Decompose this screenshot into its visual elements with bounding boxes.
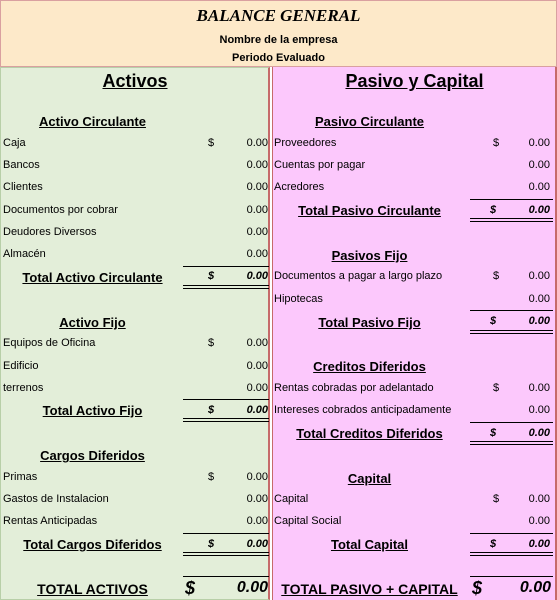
currency-symbol: $ [493,382,500,394]
row-label-almacen[interactable]: Almacén [3,248,46,260]
section-title-activo-circulante[interactable]: Activo Circulante [39,114,146,129]
total-border-top [470,199,553,200]
row-value-rentas-cobradas[interactable]: 0.00 [528,382,550,394]
row-label-bancos[interactable]: Bancos [3,159,40,171]
total-creditos-diferidos-value[interactable]: 0.00 [528,427,550,439]
section-title-creditos-diferidos[interactable]: Creditos Diferidos [313,359,426,374]
currency-symbol: $ [493,137,500,149]
row-value-primas[interactable]: 0.00 [246,471,268,483]
section-title-pasivo-circulante[interactable]: Pasivo Circulante [314,114,425,129]
currency-symbol: $ [472,578,483,598]
row-value-documentos-por-cobrar[interactable]: 0.00 [246,204,268,216]
row-value-proveedores[interactable]: 0.00 [528,137,550,149]
total-border-top [183,399,269,400]
row-label-deudores-diversos[interactable]: Deudores Diversos [3,226,97,238]
row-value-bancos[interactable]: 0.00 [246,159,268,171]
total-activo-circulante-label[interactable]: Total Activo Circulante [22,270,163,285]
total-activos-label[interactable]: TOTAL ACTIVOS [37,581,148,597]
total-border-top [470,422,553,423]
total-cargos-diferidos-value[interactable]: 0.00 [246,538,268,550]
assets-title[interactable]: Activos [102,71,168,91]
row-value-equipos-de-oficina[interactable]: 0.00 [246,337,268,349]
currency-symbol: $ [493,270,500,282]
total-border-double [183,285,269,289]
row-label-documentos-a-pagar[interactable]: Documentos a pagar a largo plazo [274,270,443,282]
company-name[interactable]: Nombre de la empresa [219,34,338,46]
row-value-edificio[interactable]: 0.00 [246,360,268,372]
total-border-top [470,310,553,311]
total-border-double [183,418,269,422]
total-border-double [183,552,269,556]
row-label-acredores[interactable]: Acredores [274,181,325,193]
total-pasivo-fijo-value[interactable]: 0.00 [528,315,550,327]
section-title-capital[interactable]: Capital [347,471,392,486]
total-pasivo-capital-value[interactable]: 0.00 [519,579,551,596]
total-activo-circulante-value[interactable]: 0.00 [246,270,268,282]
currency-symbol: $ [493,493,500,505]
row-label-intereses-cobrados[interactable]: Intereses cobrados anticipadamente [274,404,452,416]
total-capital-value[interactable]: 0.00 [528,538,550,550]
row-label-capital-social[interactable]: Capital Social [274,515,342,527]
currency-symbol: $ [490,315,497,327]
total-border-double [470,552,553,556]
sheet-header [0,0,557,67]
row-label-equipos-de-oficina[interactable]: Equipos de Oficina [3,337,96,349]
row-value-intereses-cobrados[interactable]: 0.00 [528,404,550,416]
sheet-title[interactable]: BALANCE GENERAL [196,6,361,25]
row-label-rentas-anticipadas[interactable]: Rentas Anticipadas [3,515,98,527]
currency-symbol: $ [208,270,215,282]
row-value-acredores[interactable]: 0.00 [528,181,550,193]
total-pasivo-circulante-value[interactable]: 0.00 [528,204,550,216]
total-border-top [470,533,553,534]
row-label-caja[interactable]: Caja [3,137,26,149]
row-value-documentos-a-pagar[interactable]: 0.00 [528,270,550,282]
total-activo-fijo-label[interactable]: Total Activo Fijo [42,403,143,418]
row-label-hipotecas[interactable]: Hipotecas [274,293,323,305]
currency-symbol: $ [208,404,215,416]
row-label-edificio[interactable]: Edificio [3,360,39,372]
currency-symbol: $ [490,538,497,550]
row-value-rentas-anticipadas[interactable]: 0.00 [246,515,268,527]
total-border-double [470,218,553,222]
total-border-top [183,266,269,267]
row-label-cuentas-por-pagar[interactable]: Cuentas por pagar [274,159,366,171]
section-title-cargos-diferidos[interactable]: Cargos Diferidos [40,448,145,463]
row-label-capital[interactable]: Capital [274,493,309,505]
currency-symbol: $ [490,427,497,439]
liabilities-title[interactable]: Pasivo y Capital [345,71,484,91]
row-value-terrenos[interactable]: 0.00 [246,382,268,394]
total-capital-label[interactable]: Total Capital [330,537,409,552]
row-value-almacen[interactable]: 0.00 [246,248,268,260]
row-value-cuentas-por-pagar[interactable]: 0.00 [528,159,550,171]
row-value-deudores-diversos[interactable]: 0.00 [246,226,268,238]
currency-symbol: $ [490,204,497,216]
total-cargos-diferidos-label[interactable]: Total Cargos Diferidos [23,537,162,552]
row-value-capital[interactable]: 0.00 [528,493,550,505]
row-label-proveedores[interactable]: Proveedores [274,137,337,149]
row-value-gastos-de-instalacion[interactable]: 0.00 [246,493,268,505]
currency-symbol: $ [208,538,215,550]
row-value-capital-social[interactable]: 0.00 [528,515,550,527]
row-label-clientes[interactable]: Clientes [3,181,43,193]
total-pasivo-circulante-label[interactable]: Total Pasivo Circulante [298,203,441,218]
total-creditos-diferidos-label[interactable]: Total Creditos Diferidos [296,426,443,441]
currency-symbol: $ [208,471,215,483]
total-border-double [470,330,553,334]
currency-symbol: $ [185,578,196,598]
row-value-caja[interactable]: 0.00 [246,137,268,149]
row-label-documentos-por-cobrar[interactable]: Documentos por cobrar [3,204,118,216]
section-title-pasivos-fijo[interactable]: Pasivos Fijo [331,248,408,263]
row-value-clientes[interactable]: 0.00 [246,181,268,193]
total-pasivo-fijo-label[interactable]: Total Pasivo Fijo [318,315,421,330]
total-activo-fijo-value[interactable]: 0.00 [246,404,268,416]
row-label-gastos-de-instalacion[interactable]: Gastos de Instalacion [3,493,109,505]
currency-symbol: $ [208,137,215,149]
total-pasivo-capital-label[interactable]: TOTAL PASIVO + CAPITAL [281,581,458,597]
total-border-top [183,533,269,534]
row-label-primas[interactable]: Primas [3,471,38,483]
row-label-rentas-cobradas[interactable]: Rentas cobradas por adelantado [274,382,434,394]
row-value-hipotecas[interactable]: 0.00 [528,293,550,305]
section-title-activo-fijo[interactable]: Activo Fijo [59,315,126,330]
total-border-double [470,441,553,445]
row-label-terrenos[interactable]: terrenos [3,382,44,394]
evaluated-period[interactable]: Periodo Evaluado [232,52,325,64]
total-border-top [183,576,269,577]
currency-symbol: $ [208,337,215,349]
total-border-top [470,576,553,577]
total-activos-value[interactable]: 0.00 [236,579,268,596]
